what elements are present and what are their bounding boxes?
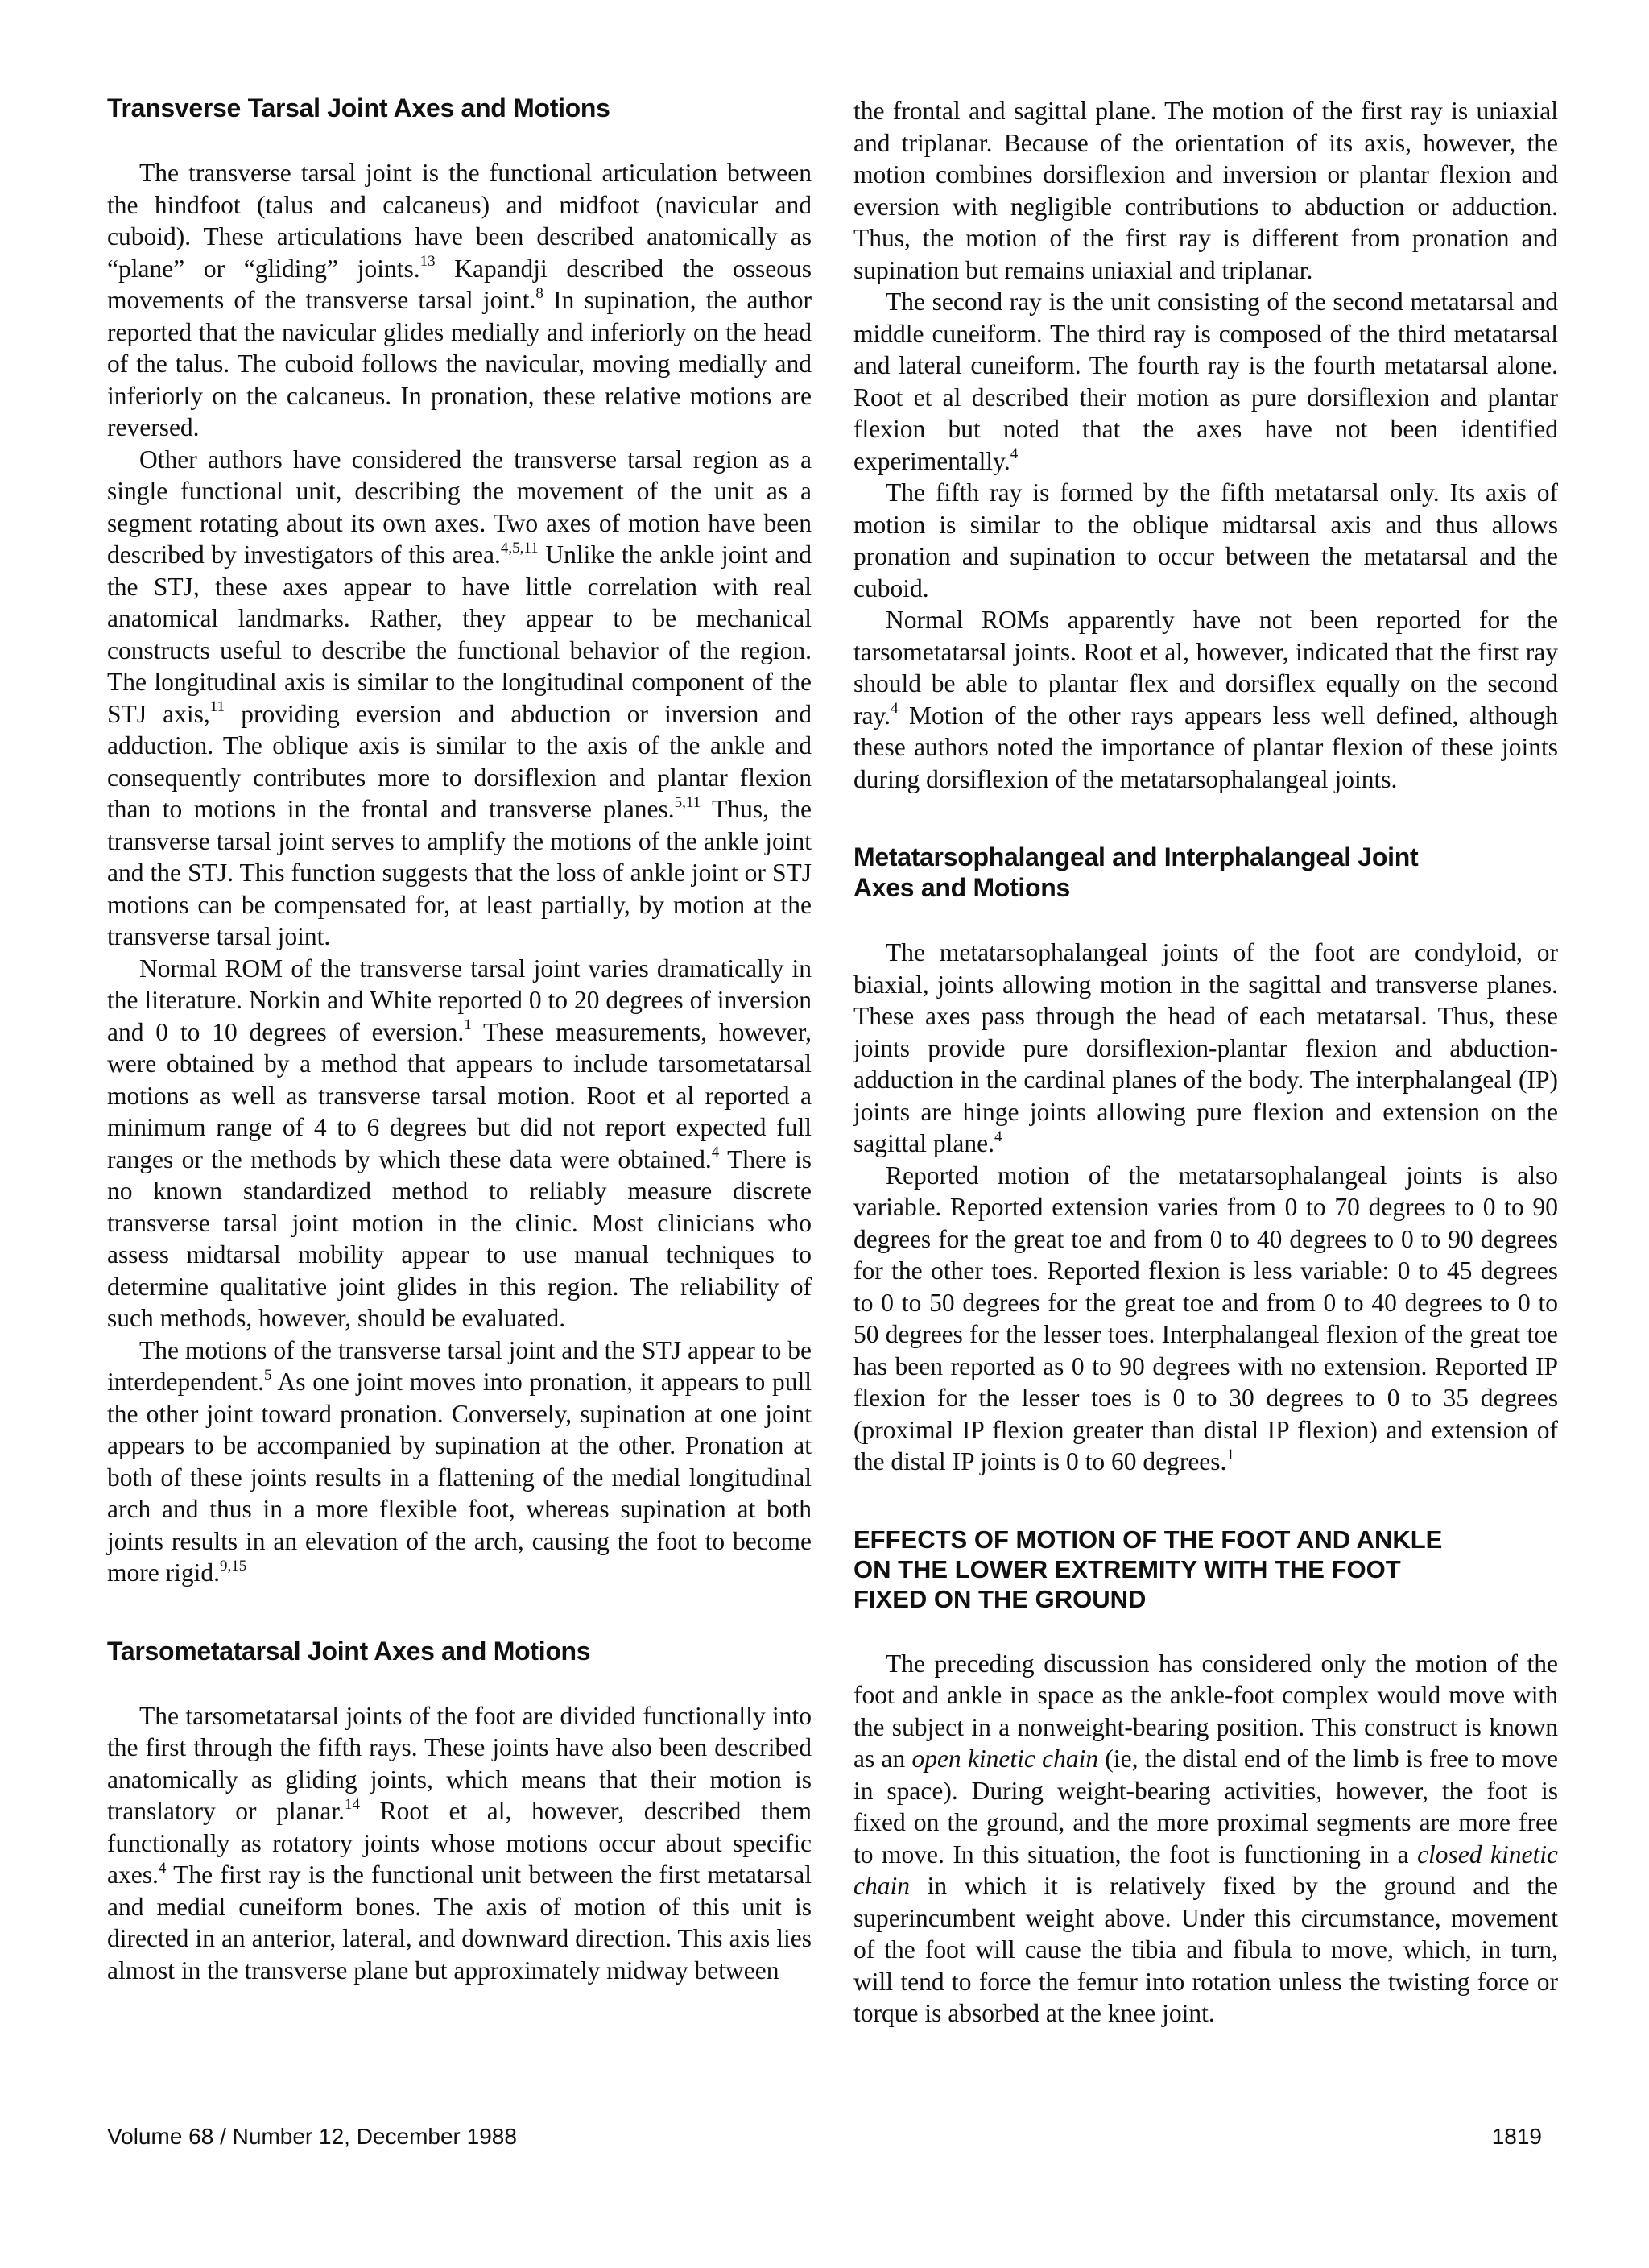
section-heading-transverse-tarsal: Transverse Tarsal Joint Axes and Motions [107,93,610,122]
page-number: 1819 [1491,2124,1542,2149]
paragraph: Normal ROM of the transverse tarsal joint varies dramatically in the literature. Norkin and White reported 0 to 20 degrees of inversion and 0 to 10 degrees of eversion.$^1$ These measurements, however, were obtained by a method that appears to include tarsometatarsal motions as well as transverse tarsal motion. Root et al reported a minimum range of 4 to 6 degrees but did not report expected full ranges or the methods by which these data were obtained.$^4$ There is no known standardized method to reliably measure discrete transverse tarsal joint motion in the clinic. Most clinicians who assess midtarsal mobility appear to use manual techniques to determine qualitative joint glides in this region. The reliability of such methods, however, should be evaluated. [107,954,812,1332]
paragraph: The preceding discussion has considered only the motion of the foot and ankle in space as the ankle-foot complex would move with the subject in a nonweight-bearing position. This construct is known as an open kinetic chain (ie, the distal end of the limb is free to move in space). During weight-bearing activities, however, the foot is fixed on the ground, and the more proximal segments are more free to move. In this situation, the foot is functioning in a closed kinetic chain in which it is relatively fixed by the ground and the superincumbent weight above. Under this circumstance, movement of the foot will cause the tibia and fibula to move, which, in turn, will tend to force the femur into rotation unless the twisting force or torque is absorbed at the knee joint. [853,1649,1558,2027]
citation: 11 [209,698,225,715]
paragraph: The second ray is the unit consisting of the second metatarsal and middle cuneiform. The third ray is composed of the third metatarsal and lateral cuneiform. The fourth ray is the fourth metatarsal alone. Root et al described their motion as pure dorsiflexion and plantar flexion but noted that the axes have not been identified experimentally.$^4$ [853,288,1558,475]
paragraph: Normal ROMs apparently have not been reported for the tarsometatarsal joints. Root et al, however, indicated that the first ray should be able to plantar flex and dorsiflex equally on the second ray.$^4$ Motion of the other rays appears less well defined, although these authors noted the importance of plantar flexion of these joints during dorsiflexion of the metatarsophalangeal joints. [853,606,1558,793]
citation: 4 [891,700,899,717]
right-column [853,95,1558,2030]
journal-footer: Volume 68 / Number 12, December 1988 [107,2124,517,2149]
paragraph: Other authors have considered the transverse tarsal region as a single functional unit, describing the movement of the unit as a segment rotating about its own axes. Two axes of motion have been described by investigators of this area.$^{4,5,11}$ Unlike the ankle joint and the STJ, these axes appear to have little correlation with real anatomical landmarks. Rather, they appear to be mechanical constructs useful to describe the functional behavior of the region. The longitudinal axis is similar to the longitudinal component of the STJ axis,$^{11}$ providing eversion and abduction or inversion and adduction. The oblique axis is similar to the axis of the ankle and consequently contributes more to dorsiflexion and plantar flexion than to motions in the frontal and transverse planes.$^{5,11}$ Thus, the transverse tarsal joint serves to amplify the motions of the ankle joint and the STJ. This function suggests that the loss of ankle joint or STJ motions can be compensated for, at least partially, by motion at the transverse tarsal joint. [107,445,812,950]
emphasis-term: open kinetic chain [911,1744,1099,1773]
citation: 5 [264,1366,272,1384]
section-heading-metatarsophalangeal: Metatarsophalangeal and Interphalangeal Joint Axes and Motions [853,842,1419,902]
citation: 4 [994,1128,1002,1145]
citation: 1 [464,1016,472,1033]
citation: 14 [345,1795,360,1813]
paragraph: The fifth ray is formed by the fifth metatarsal only. Its axis of motion is similar to the oblique midtarsal axis and thus allows pronation and supination to occur between the metatarsal and the cuboid. [853,478,1558,602]
citation: 4,5,11 [500,539,539,557]
paragraph: The motions of the transverse tarsal joint and the STJ appear to be interdependent.$^5$ As one joint moves into pronation, it appears to pull the other joint toward pronation. Conversely, supination at one joint appears to be accompanied by supination at the other. Pronation at both of these joints results in a flattening of the medial longitudinal arch and thus in a more flexible foot, whereas supination at both joints results in an elevation of the arch, causing the foot to become more rigid.$^{9,15}$ [107,1335,812,1587]
citation: 4 [158,1859,167,1877]
paragraph: Reported motion of the metatarsophalangeal joints is also variable. Reported extension varies from 0 to 70 degrees to 0 to 90 degrees for the great toe and from 0 to 40 degrees to 0 to 90 degrees for the other toes. Reported flexion is less variable: 0 to 45 degrees to 0 to 50 degrees for the great toe and from 0 to 40 degrees to 0 to 50 degrees for the lesser toes. Interphalangeal flexion of the great toe has been reported as 0 to 90 degrees with no extension. Reported IP flexion for the lesser toes is 0 to 30 degrees to 0 to 35 degrees (proximal IP flexion greater than distal IP flexion) and extension of the distal IP joints is 0 to 60 degrees.$^1$ [853,1161,1558,1475]
citation: 9,15 [219,1557,247,1575]
citation: 4 [1010,445,1019,462]
paragraph: the frontal and sagittal plane. The motion of the first ray is uniaxial and triplanar. Because of the orientation of its axis, however, the motion combines dorsiflexion and inversion or plantar flexion and eversion with negligible contributions to abduction or adduction. Thus, the motion of the first ray is different from pronation and supination but remains uniaxial and triplanar. [853,97,1558,284]
section-heading-tarsometatarsal: Tarsometatarsal Joint Axes and Motions [107,1636,591,1666]
left-column [107,93,812,1986]
citation: 5,11 [674,793,701,811]
emphasis-term: closed kinetic chain [853,1840,1558,1900]
major-section-heading: EFFECTS OF MOTION OF THE FOOT AND ANKLE ON THE LOWER EXTREMITY WITH THE FOOT FIXED ON THE GROUND [853,1525,1443,1613]
paragraph: The tarsometatarsal joints of the foot are divided functionally into the first through the fifth rays. These joints have also been described anatomically as gliding joints, which means that their motion is translatory or planar.$^{14}$ Root et al, however, described them functionally as rotatory joints whose motions occur about specific axes.$^4$ The first ray is the functional unit between the first metatarsal and medial cuneiform bones. The axis of motion of this unit is directed in an anterior, lateral, and downward direction. This axis lies almost in the transverse plane but approximately midway between [107,1701,812,1984]
citation: 1 [1226,1446,1234,1463]
citation: 8 [535,284,543,302]
paragraph: The transverse tarsal joint is the functional articulation between the hindfoot (talus and calcaneus) and midfoot (navicular and cuboid). These articulations have been described anatomically as “plane” or “gliding” joints.$^{13}$ Kapandji described the osseous movements of the transverse tarsal joint.$^8$ In supination, the author reported that the navicular glides medially and inferiorly on the head of the talus. The cuboid follows the navicular, moving medially and inferiorly on the calcaneus. In pronation, these relative motions are reversed. [107,159,812,441]
paragraph: The metatarsophalangeal joints of the foot are condyloid, or biaxial, joints allowing motion in the sagittal and transverse planes. These axes pass through the head of each metatarsal. Thus, these joints provide pure dorsiflexion-plantar flexion and abduction-adduction in the cardinal planes of the body. The interphalangeal (IP) joints are hinge joints allowing pure flexion and extension on the sagittal plane.$^4$ [853,938,1558,1157]
citation: 13 [419,253,436,270]
citation: 4 [711,1144,720,1161]
